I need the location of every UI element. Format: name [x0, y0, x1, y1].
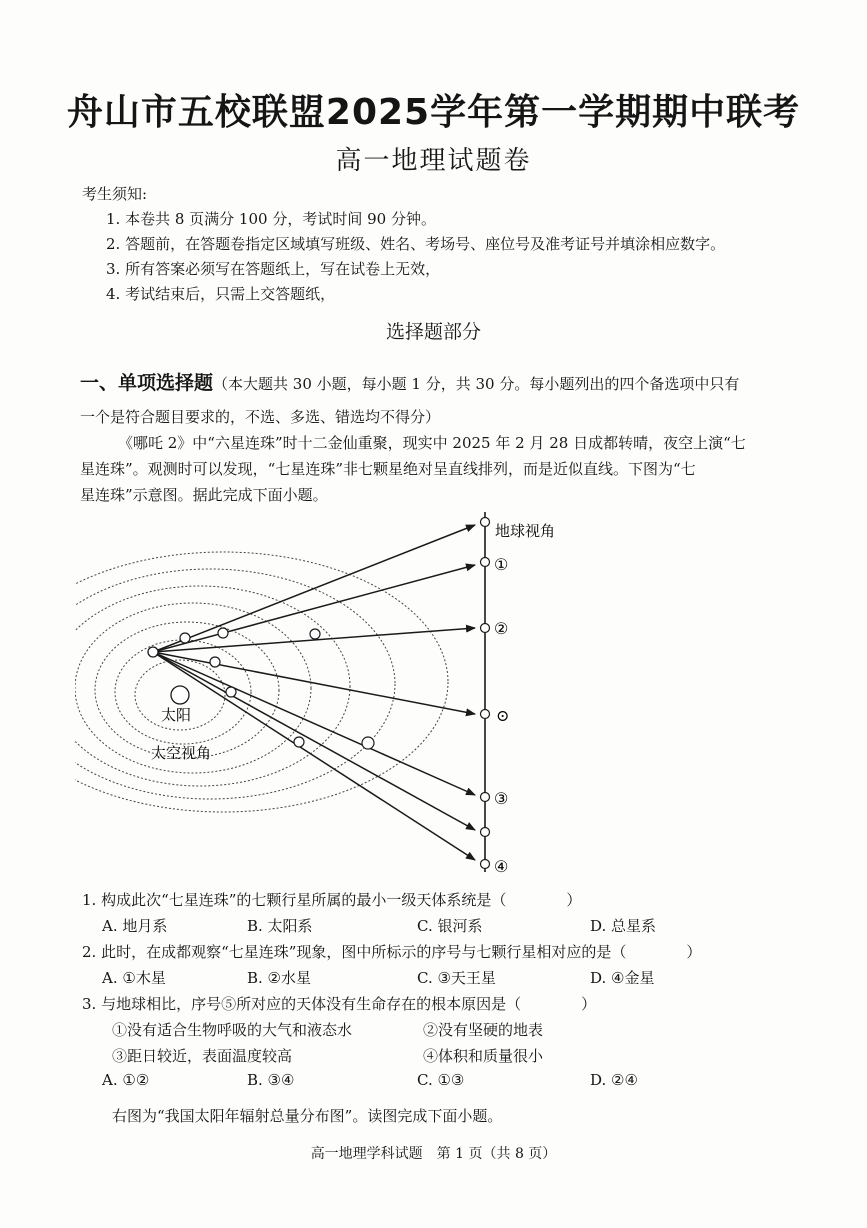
orbit-rings — [75, 552, 448, 812]
question-1-stem: 1. 构成此次“七星连珠”的七颗行星所属的最小一级天体系统是（ ） — [82, 891, 582, 909]
axis-point — [481, 793, 490, 802]
earth-view-label: 地球视角 — [495, 522, 556, 540]
passage-line: 星连珠”示意图。据此完成下面小题。 — [80, 486, 328, 504]
q3-option-d: D. ②④ — [590, 1071, 638, 1089]
axis-point — [481, 860, 490, 869]
axis-point — [481, 558, 490, 567]
marker-4: ④ — [494, 857, 509, 876]
part-heading-line2: 一个是符合题目要求的，不选、多选、错选均不得分） — [80, 408, 441, 426]
axis-point — [481, 624, 490, 633]
q1-option-b: B. 太阳系 — [247, 917, 313, 935]
q2-option-b: B. ②水星 — [247, 969, 312, 987]
marker-1: ① — [494, 555, 509, 574]
notice-item: 1. 本卷共 8 页满分 100 分，考试时间 90 分钟。 — [106, 210, 436, 228]
sun-label: 太阳 — [161, 706, 192, 724]
space-view-label: 太空视角 — [151, 744, 212, 762]
notice-item: 3. 所有答案必须写在答题纸上，写在试卷上无效， — [106, 260, 441, 278]
part-heading-desc: （本大题共 30 小题，每小题 1 分，共 30 分。每小题列出的四个备选项中只有 — [213, 375, 740, 393]
q3-statement-2: ②没有坚硬的地表 — [423, 1021, 544, 1039]
planet-point — [180, 633, 190, 643]
passage-line: 星连珠”。观测时可以发现，“七星连珠”非七颗星绝对呈直线排列，而是近似直线。下图为“七 — [80, 460, 696, 478]
q2-option-a: A. ①木星 — [102, 969, 166, 987]
planet-point — [310, 629, 320, 639]
notice-heading: 考生须知: — [82, 185, 148, 203]
sun-icon — [171, 686, 189, 704]
q3-option-b: B. ③④ — [247, 1071, 295, 1089]
next-passage: 右图为“我国太阳年辐射总量分布图”。读图完成下面小题。 — [112, 1107, 503, 1125]
q2-option-d: D. ④金星 — [590, 969, 655, 987]
planet-point — [362, 737, 374, 749]
q2-option-c: C. ③天王星 — [417, 969, 496, 987]
page-subtitle: 高一地理试题卷 — [335, 146, 532, 176]
part-heading — [80, 368, 739, 395]
section-title: 选择题部分 — [385, 321, 481, 343]
q1-option-c: C. 银河系 — [417, 917, 483, 935]
q3-statement-1: ①没有适合生物呼吸的大气和液态水 — [112, 1021, 353, 1039]
marker-5: ⊙ — [496, 706, 510, 725]
passage-line: 《哪吒 2》中“六星连珠”时十二金仙重聚，现实中 2025 年 2 月 28 日成都转晴，夜空上演“七 — [118, 434, 746, 452]
q1-option-a: A. 地月系 — [102, 917, 168, 935]
q3-statement-3: ③距日较近，表面温度较高 — [112, 1047, 293, 1065]
earth-point — [148, 647, 158, 657]
q3-statement-4: ④体积和质量很小 — [423, 1047, 544, 1065]
q3-option-a: A. ①② — [102, 1071, 150, 1089]
q3-option-c: C. ①③ — [417, 1071, 465, 1089]
seven-planets-diagram — [75, 510, 595, 880]
planet-point — [226, 687, 236, 697]
axis-point — [481, 518, 490, 527]
page-title: 舟山市五校联盟2025学年第一学期期中联考 — [66, 92, 801, 133]
question-3-stem: 3. 与地球相比，序号⑤所对应的天体没有生命存在的根本原因是（ ） — [82, 995, 597, 1013]
marker-2: ② — [494, 619, 509, 638]
part-heading-title: 一、单项选择题 — [80, 372, 214, 394]
notice-item: 2. 答题前，在答题卷指定区域填写班级、姓名、考场号、座位号及准考证号并填涂相应数字。 — [106, 235, 726, 253]
axis-point — [481, 710, 490, 719]
sight-line — [153, 652, 475, 795]
axis-point — [481, 828, 490, 837]
q1-option-d: D. 总星系 — [590, 917, 657, 935]
planet-point — [210, 657, 220, 667]
marker-3: ③ — [494, 789, 509, 808]
planet-point — [294, 737, 304, 747]
sight-lines — [153, 525, 475, 860]
question-2-stem: 2. 此时，在成都观察“七星连珠”现象，图中所标示的序号与七颗行星相对应的是（ ） — [82, 943, 702, 961]
sight-line — [153, 652, 475, 830]
planet-point — [218, 628, 228, 638]
notice-item: 4. 考试结束后，只需上交答题纸， — [106, 285, 336, 303]
page-footer: 高一地理学科试题 第 1 页（共 8 页） — [310, 1146, 557, 1162]
